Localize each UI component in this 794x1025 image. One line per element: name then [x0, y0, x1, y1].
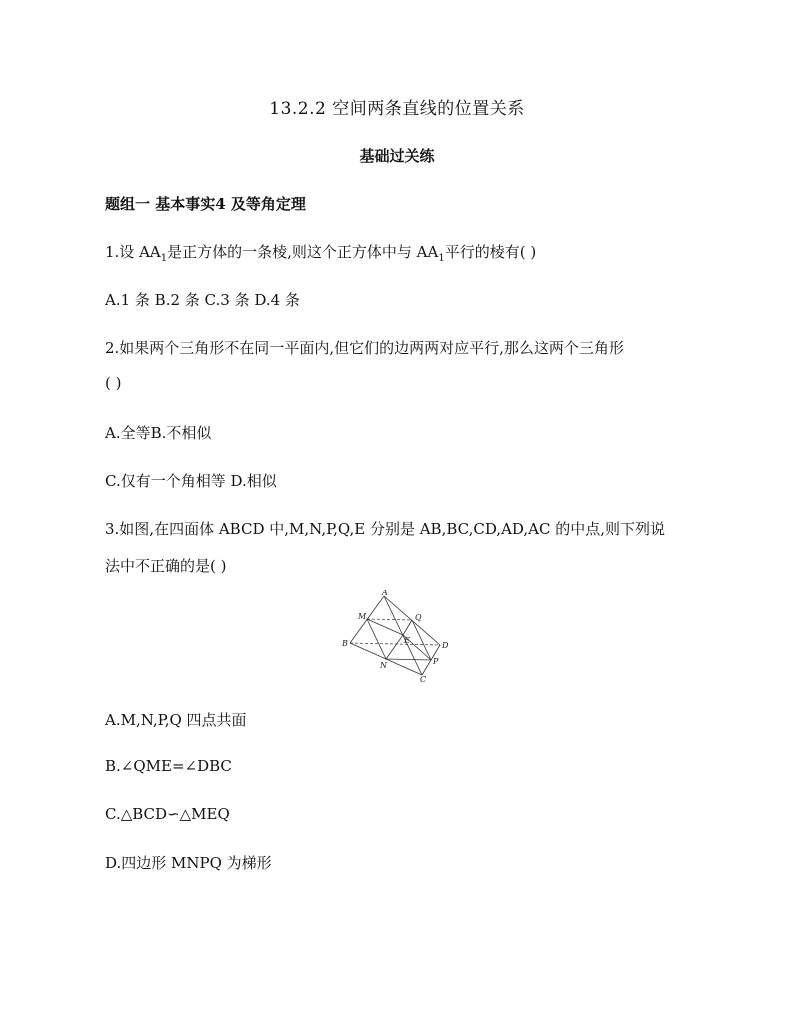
label-n: N [380, 661, 387, 670]
q1-mid: 是正方体的一条棱,则这个正方体中与 AA [167, 243, 439, 261]
segment-eq [403, 620, 412, 635]
question-2-option-2: C.仅有一个角相等 D.相似 [105, 472, 277, 490]
question-2-line1: 2.如果两个三角形不在同一平面内,但它们的边两两对应平行,那么这两个三角形 [105, 339, 624, 357]
question-1-options: A.1 条 B.2 条 C.3 条 D.4 条 [105, 291, 300, 309]
label-c: C [420, 675, 427, 682]
segment-ne [386, 635, 403, 659]
segment-mq-hidden [367, 619, 412, 620]
segment-np [386, 659, 431, 660]
label-m: M [358, 612, 367, 621]
group-heading: 题组一 基本事实4 及等角定理 [105, 195, 306, 213]
question-3-option-d: D.四边形 MNPQ 为梯形 [105, 854, 272, 872]
q1-sub2: 1 [438, 253, 445, 264]
question-2-line2: ( ) [105, 374, 122, 392]
question-3-line1: 3.如图,在四面体 ABCD 中,M,N,P,Q,E 分别是 AB,BC,CD,AD,AC 的中点,则下列说 [105, 520, 666, 538]
question-3-option-b: B.∠QME=∠DBC [105, 757, 232, 775]
question-3-option-a: A.M,N,P,Q 四点共面 [105, 711, 247, 729]
label-p: P [433, 657, 439, 666]
question-2-option-1: A.全等B.不相似 [105, 424, 212, 442]
q1-sub1: 1 [160, 253, 168, 264]
q1-post: 平行的棱有( ) [444, 243, 537, 261]
tetrahedron-figure [338, 590, 453, 682]
label-d: D [442, 641, 449, 650]
segment-mn [367, 619, 386, 659]
question-3-line2: 法中不正确的是( ) [105, 557, 227, 575]
question-3-option-c: C.△BCD∽△MEQ [105, 805, 230, 823]
section-subtitle: 基础过关练 [359, 147, 435, 165]
edge-bd-hidden [350, 643, 440, 645]
question-1 [105, 241, 536, 264]
segment-qp [412, 620, 431, 660]
label-q: Q [415, 613, 422, 622]
segment-me [367, 619, 403, 635]
page-title: 13.2.2 空间两条直线的位置关系 [269, 99, 525, 119]
label-a: A [382, 590, 388, 597]
label-b: B [342, 639, 348, 648]
q1-pre: 1.设 AA [105, 243, 161, 261]
label-e: E [404, 636, 410, 645]
